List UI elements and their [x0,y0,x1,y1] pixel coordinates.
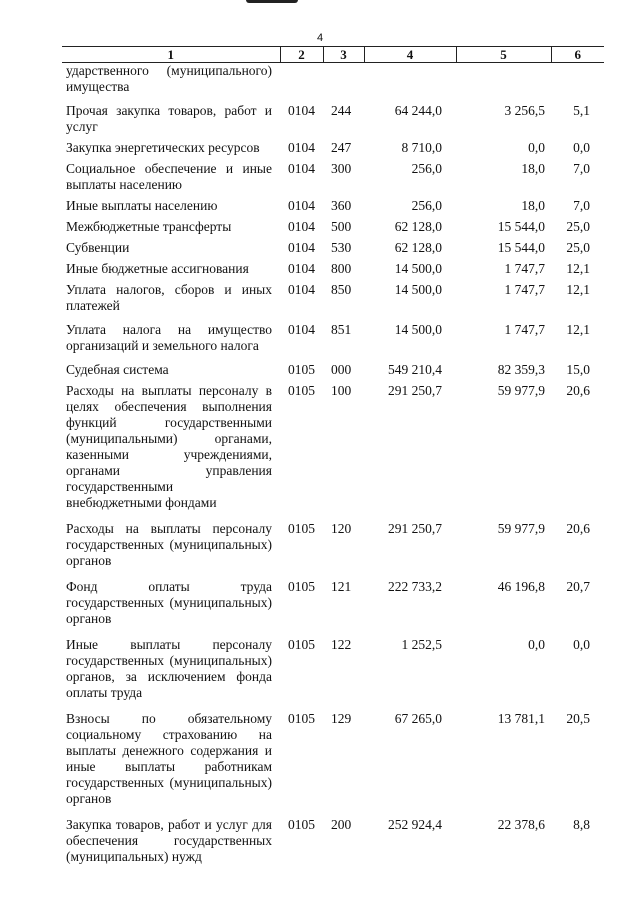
table-row [62,63,604,96]
row-name: Расходы на выплаты персоналу государственных (муниципальных) органов [66,521,272,568]
row-section: 0105 [288,521,315,536]
row-type: 247 [331,140,352,155]
row-plan: 549 210,4 [388,362,442,377]
table-row [62,193,604,214]
row-percent [551,63,604,96]
row-section: 0104 [288,219,315,234]
row-executed: 18,0 [521,198,545,213]
row-executed: 15 544,0 [497,219,545,234]
row-type: 800 [331,261,352,276]
page-number: 4 [316,32,324,44]
row-type: 120 [331,521,352,536]
row-executed: 0,0 [528,140,545,155]
row-plan: 67 265,0 [394,711,442,726]
row-percent: 7,0 [573,161,590,176]
row-type: 121 [331,579,352,594]
row-section: 0105 [288,817,315,832]
table-row [62,378,604,511]
row-percent: 20,5 [566,711,590,726]
row-percent: 20,6 [566,521,590,536]
table-row [62,807,604,865]
header-row [62,47,604,63]
table-row [62,135,604,156]
row-plan: 256,0 [411,198,442,213]
header-cell: 2 [280,47,323,63]
row-plan: 14 500,0 [394,282,442,297]
row-executed: 13 781,1 [497,711,545,726]
row-name: Судебная система [66,362,169,377]
row-section: 0105 [288,383,315,398]
row-plan: 252 924,4 [388,817,442,832]
table-row [62,701,604,807]
row-plan: 291 250,7 [388,521,442,536]
row-section: 0105 [288,711,315,726]
row-type: 300 [331,161,352,176]
row-percent: 12,1 [566,282,590,297]
row-executed: 59 977,9 [497,383,545,398]
row-section: 0105 [288,637,315,652]
row-plan: 64 244,0 [394,103,442,118]
row-section: 0105 [288,362,315,377]
row-section: 0104 [288,261,315,276]
row-executed: 1 747,7 [504,261,545,276]
row-section: 0104 [288,103,315,118]
header-cell: 5 [456,47,551,63]
row-name: Взносы по обязательному социальному страхованию на выплаты денежного содержания и иные выплаты работникам государственных (муниципальных) органов [66,711,272,806]
row-name: Закупка товаров, работ и услуг для обеспечения государственных (муниципальных) нужд [66,817,272,864]
row-section: 0104 [288,240,315,255]
row-plan: 62 128,0 [394,219,442,234]
row-type: 851 [331,322,352,337]
row-percent: 25,0 [566,219,590,234]
row-percent: 5,1 [573,103,590,118]
row-plan: 62 128,0 [394,240,442,255]
header-cell: 3 [323,47,364,63]
row-name: Социальное обеспечение и иные выплаты населению [66,161,272,192]
row-plan: 222 733,2 [388,579,442,594]
row-name: Прочая закупка товаров, работ и услуг [66,103,272,134]
row-percent: 20,6 [566,383,590,398]
table-row [62,569,604,627]
row-percent: 12,1 [566,261,590,276]
row-type: 850 [331,282,352,297]
row-type: 530 [331,240,352,255]
row-name: Закупка энергетических ресурсов [66,140,260,155]
row-plan [364,63,456,96]
row-plan: 1 252,5 [401,637,442,652]
row-name: Фонд оплаты труда государственных (муниципальных) органов [66,579,272,626]
row-executed: 1 747,7 [504,322,545,337]
row-type: 122 [331,637,352,652]
row-executed: 3 256,5 [504,103,545,118]
row-type: 500 [331,219,352,234]
header-cell: 1 [62,47,280,63]
table-row [62,156,604,193]
table-row [62,277,604,314]
row-percent: 20,7 [566,579,590,594]
row-type: 244 [331,103,352,118]
row-section: 0104 [288,161,315,176]
row-name: Иные бюджетные ассигнования [66,261,249,276]
table-row [62,214,604,235]
budget-table [62,46,604,865]
row-percent: 0,0 [573,637,590,652]
row-plan: 256,0 [411,161,442,176]
row-executed: 46 196,8 [497,579,545,594]
row-plan: 291 250,7 [388,383,442,398]
table-row [62,235,604,256]
row-percent: 7,0 [573,198,590,213]
row-name: Межбюджетные трансферты [66,219,232,234]
row-section: 0104 [288,198,315,213]
row-executed: 59 977,9 [497,521,545,536]
header-cell: 6 [551,47,604,63]
row-executed: 1 747,7 [504,282,545,297]
row-name: Расходы на выплаты персоналу в целях обеспечения выполнения функций государственными (муниципальными) органами, казенными учреждениями, органами управления государственными внебюджетными фондами [66,383,272,510]
row-plan: 8 710,0 [401,140,442,155]
row-type: 129 [331,711,352,726]
row-name: Уплата налога на имущество организаций и земельного налога [66,322,272,353]
table-row [62,354,604,378]
row-executed: 22 378,6 [497,817,545,832]
row-executed [456,63,551,96]
row-percent: 12,1 [566,322,590,337]
row-executed: 15 544,0 [497,240,545,255]
row-name: Субвенции [66,240,130,255]
row-name: Иные выплаты персоналу государственных (муниципальных) органов, за исключением фонда оплаты труда [66,637,272,700]
row-plan: 14 500,0 [394,322,442,337]
row-executed: 0,0 [528,637,545,652]
scan-artifact [246,0,298,3]
header-cell: 4 [364,47,456,63]
row-percent: 0,0 [573,140,590,155]
table-row [62,256,604,277]
row-percent: 8,8 [573,817,590,832]
row-executed: 18,0 [521,161,545,176]
table-body [62,63,604,866]
row-type: 000 [331,362,352,377]
row-section [280,63,323,96]
table-row [62,627,604,701]
row-name: Уплата налогов, сборов и иных платежей [66,282,272,313]
row-type: 100 [331,383,352,398]
row-percent: 15,0 [566,362,590,377]
row-plan: 14 500,0 [394,261,442,276]
row-name: Иные выплаты населению [66,198,218,213]
row-section: 0104 [288,140,315,155]
table-row [62,95,604,135]
row-type: 200 [331,817,352,832]
table-row [62,314,604,354]
row-section: 0104 [288,282,315,297]
table-row [62,511,604,569]
row-percent: 25,0 [566,240,590,255]
row-type [323,63,364,96]
row-type: 360 [331,198,352,213]
row-section: 0105 [288,579,315,594]
row-name: ударственного (муниципального) имущества [66,63,272,94]
row-section: 0104 [288,322,315,337]
row-executed: 82 359,3 [497,362,545,377]
